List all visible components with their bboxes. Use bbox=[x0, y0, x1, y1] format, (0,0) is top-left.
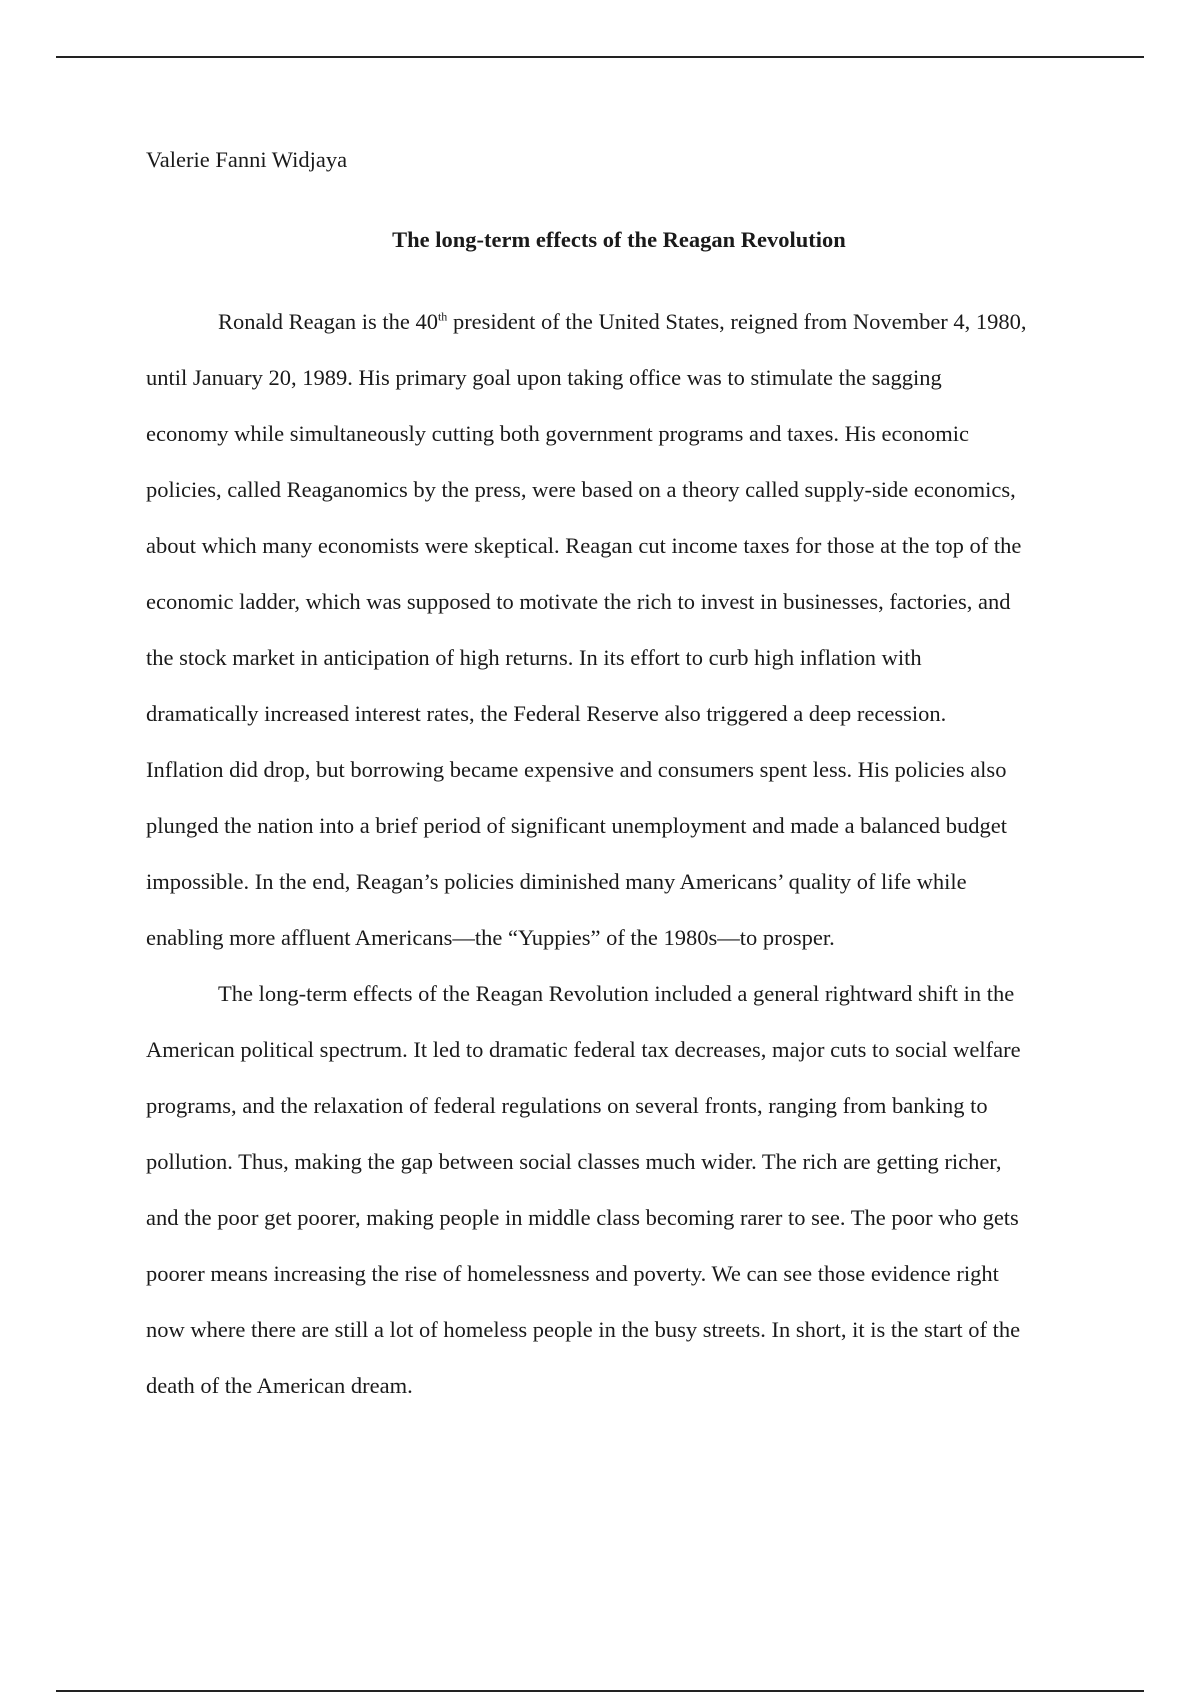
paragraph-1-line: policies, called Reaganomics by the press, were based on a theory called supply-side economics, bbox=[146, 477, 1016, 502]
paragraph-text: Ronald Reagan is the 40 bbox=[218, 309, 438, 334]
paragraph-2-line: American political spectrum. It led to dramatic federal tax decreases, major cuts to social welfare bbox=[146, 1037, 1021, 1062]
paragraph-1-line: plunged the nation into a brief period of significant unemployment and made a balanced budget bbox=[146, 813, 1007, 838]
footer-rule bbox=[56, 1690, 1144, 1692]
paragraph-1-line: Inflation did drop, but borrowing became expensive and consumers spent less. His policies also bbox=[146, 757, 1007, 782]
paragraph-1-line: about which many economists were skeptical. Reagan cut income taxes for those at the top of the bbox=[146, 533, 1022, 558]
paragraph-2-line: poorer means increasing the rise of homelessness and poverty. We can see those evidence right bbox=[146, 1261, 999, 1286]
paragraph-1-line: until January 20, 1989. His primary goal upon taking office was to stimulate the sagging bbox=[146, 365, 942, 390]
paragraph-1-line: impossible. In the end, Reagan’s policies diminished many Americans’ quality of life while bbox=[146, 869, 967, 894]
paragraph-1-line: the stock market in anticipation of high returns. In its effort to curb high inflation with bbox=[146, 645, 922, 670]
paragraph-1-line: economic ladder, which was supposed to motivate the rich to invest in businesses, factories, and bbox=[146, 589, 1011, 614]
document-page bbox=[146, 140, 1092, 1414]
ordinal-suffix: th bbox=[437, 309, 448, 324]
paragraph-2-line: programs, and the relaxation of federal regulations on several fronts, ranging from banking to bbox=[146, 1093, 988, 1118]
paragraph-2-line: and the poor get poorer, making people in middle class becoming rarer to see. The poor who gets bbox=[146, 1205, 1019, 1230]
paragraph-1-line: economy while simultaneously cutting both government programs and taxes. His economic bbox=[146, 421, 969, 446]
author-name: Valerie Fanni Widjaya bbox=[146, 147, 348, 172]
paragraph-1-line bbox=[146, 294, 1092, 350]
document-title: The long-term effects of the Reagan Revolution bbox=[392, 227, 846, 252]
paragraph-text: president of the United States, reigned from November 4, 1980, bbox=[447, 309, 1027, 334]
paragraph-1-line: enabling more affluent Americans—the “Yuppies” of the 1980s—to prosper. bbox=[146, 925, 835, 950]
paragraph-2 bbox=[146, 966, 1092, 1414]
paragraph-2-line: death of the American dream. bbox=[146, 1373, 413, 1398]
header-rule bbox=[56, 56, 1144, 58]
paragraph-1-line: dramatically increased interest rates, the Federal Reserve also triggered a deep recession. bbox=[146, 701, 947, 726]
paragraph-2-line: pollution. Thus, making the gap between social classes much wider. The rich are getting richer, bbox=[146, 1149, 1002, 1174]
paragraph-2-line: The long-term effects of the Reagan Revolution included a general rightward shift in the bbox=[218, 981, 1015, 1006]
paragraph-1 bbox=[146, 294, 1092, 966]
paragraph-2-line: now where there are still a lot of homeless people in the busy streets. In short, it is the start of the bbox=[146, 1317, 1021, 1342]
